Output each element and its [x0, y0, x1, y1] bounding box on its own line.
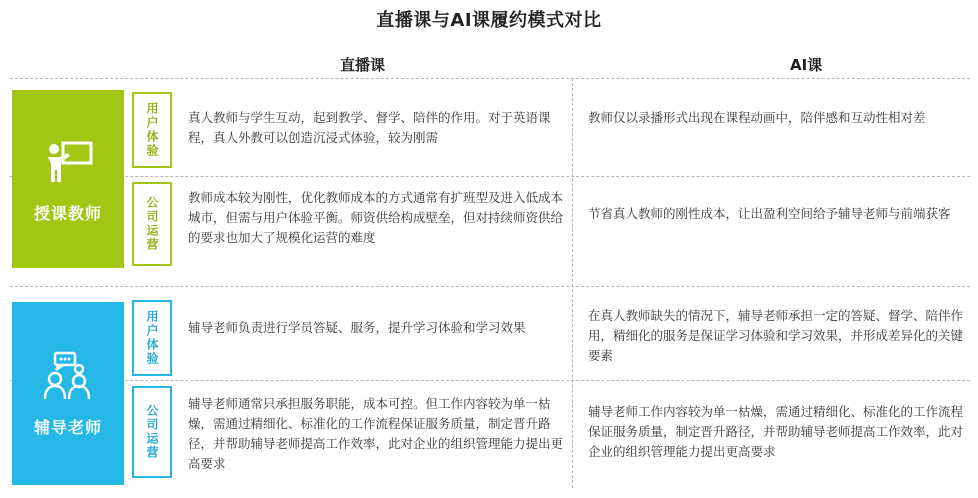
cell-live-tutor-experience: 辅导老师负责进行学员答疑、服务，提升学习体验和学习效果: [188, 320, 526, 335]
divider-row: [10, 380, 970, 381]
column-header-ai: AI课: [790, 56, 823, 74]
column-header-live: 直播课: [340, 56, 386, 74]
divider-header: [10, 78, 970, 79]
tag-user-experience: 用户体验: [132, 300, 172, 376]
tag-company-operation: 公司运营: [132, 182, 172, 266]
divider-group: [10, 286, 970, 287]
group-label: 辅导老师: [33, 418, 102, 437]
divider-row: [10, 176, 970, 177]
cell-ai-teacher-operation: 节省真人教师的刚性成本，让出盈利空间给予辅导老师与前端获客: [588, 206, 951, 221]
cell-ai-tutor-operation: 辅导老师工作内容较为单一枯燥，需通过精细化、标准化的工作流程保证服务质量，制定晋升路径，并帮助辅导老师提高工作效率，此对企业的组织管理能力提出更高要求: [588, 404, 964, 459]
cell-live-tutor-operation: 辅导老师通常只承担服务职能，成本可控。但工作内容较为单一枯燥，需通过精细化、标准化的工作流程保证服务质量，制定晋升路径，并帮助辅导老师提高工作效率，此对企业的组织管理能力提出更高要求: [188, 396, 564, 471]
tag-user-experience: 用户体验: [132, 92, 172, 168]
cell-ai-teacher-experience: 教师仅以录播形式出现在课程动画中，陪伴感和互动性相对差: [588, 110, 926, 125]
cell-ai-tutor-experience: 在真人教师缺失的情况下，辅导老师承担一定的答疑、督学、陪伴作用，精细化的服务是保证学习体验和学习效果，并形成差异化的关键要素: [588, 308, 964, 363]
teacher-board-icon: [41, 135, 95, 189]
group-tutor: [12, 302, 124, 485]
cell-live-teacher-operation: 教师成本较为刚性，优化教师成本的方式通常有扩班型及进入低成本城市，但需与用户体验平衡。师资供给构成壁垒，但对持续师资供给的要求也加大了规模化运营的难度: [188, 190, 564, 245]
cell-live-teacher-experience: 真人教师与学生互动，起到教学、督学、陪伴的作用。对于英语课程，真人外教可以创造沉浸式体验，较为刚需: [188, 110, 551, 145]
divider-column: [572, 78, 573, 488]
page-title: 直播课与AI课履约模式对比: [376, 10, 602, 31]
tutor-chat-icon: [41, 349, 95, 403]
tag-company-operation: 公司运营: [132, 386, 172, 478]
group-label: 授课教师: [33, 203, 102, 223]
group-teacher: [12, 90, 124, 268]
